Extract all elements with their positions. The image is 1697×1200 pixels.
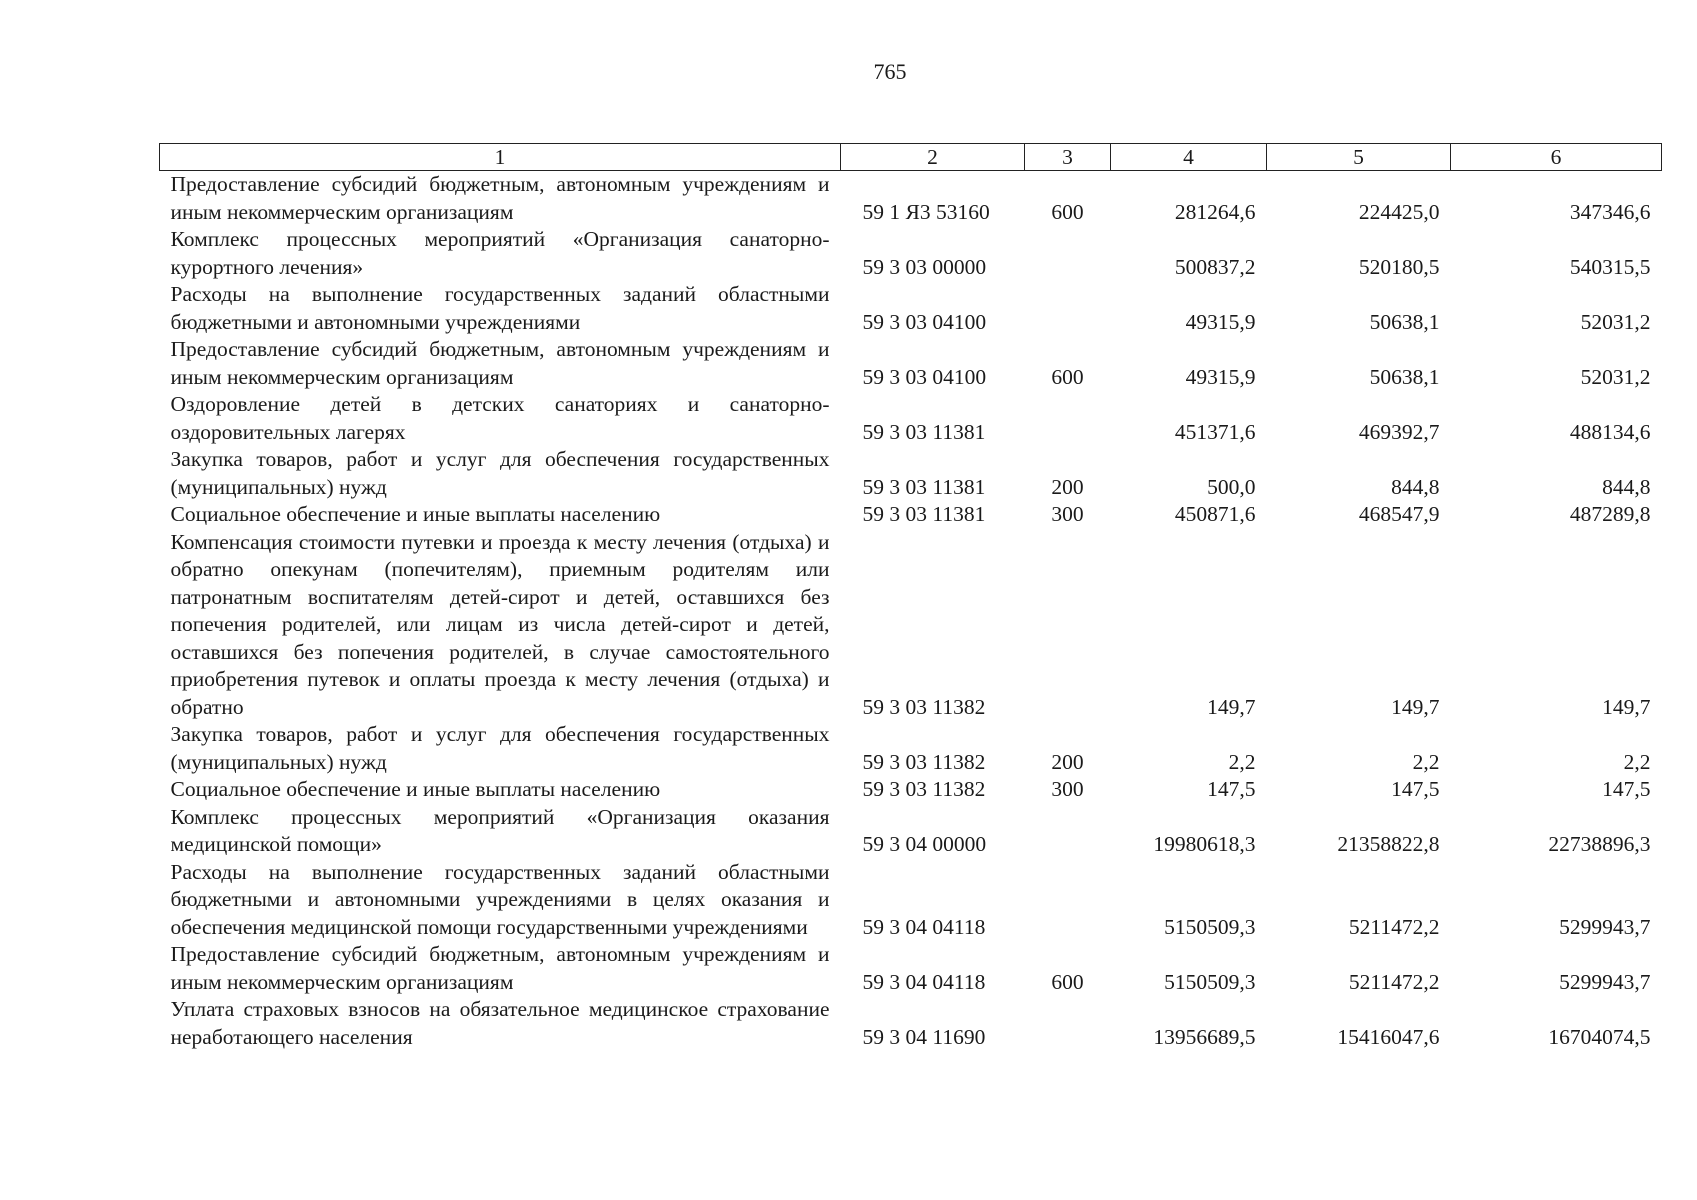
row-value-col4-cell: 2,2 xyxy=(1228,749,1256,774)
column-header-3: 3 xyxy=(1025,144,1111,171)
table-row xyxy=(160,336,1662,391)
row-expense-type-cell xyxy=(1025,281,1111,336)
row-expense-type-cell: 600 xyxy=(1051,199,1084,224)
row-value-col5-cell: 21358822,8 xyxy=(1337,832,1440,856)
row-code-cell: 59 3 03 11382 xyxy=(862,777,986,801)
table-row xyxy=(160,996,1662,1051)
row-expense-type-cell: 600 xyxy=(1051,969,1084,994)
table-row xyxy=(160,776,1662,804)
row-name-cell: Предоставление субсидий бюджетным, автономным учреждениям и иным некоммерческим организациям xyxy=(170,942,830,994)
row-name-cell: Предоставление субсидий бюджетным, автономным учреждениям и иным некоммерческим организациям xyxy=(170,172,830,224)
row-value-col5-cell: 50638,1 xyxy=(1369,364,1440,389)
row-value-col4-cell: 500,0 xyxy=(1207,474,1256,499)
row-value-col6-cell: 149,7 xyxy=(1602,694,1651,719)
row-value-col6-cell: 52031,2 xyxy=(1580,364,1651,389)
table-row xyxy=(160,391,1662,446)
row-name-cell: Оздоровление детей в детских санаториях и санаторно-оздоровительных лагерях xyxy=(170,392,830,444)
table-row xyxy=(160,721,1662,776)
column-header-5: 5 xyxy=(1267,144,1451,171)
table-row xyxy=(160,859,1662,942)
row-expense-type-cell xyxy=(1025,529,1111,722)
row-expense-type-cell: 600 xyxy=(1051,364,1084,389)
row-value-col6-cell: 5299943,7 xyxy=(1559,969,1651,994)
table-header xyxy=(160,144,1662,171)
row-value-col5-cell: 5211472,2 xyxy=(1348,914,1440,939)
table-row xyxy=(160,281,1662,336)
row-expense-type-cell xyxy=(1025,859,1111,942)
table-row xyxy=(160,804,1662,859)
row-value-col6-cell: 147,5 xyxy=(1602,777,1651,801)
row-value-col6-cell: 2,2 xyxy=(1623,749,1651,774)
row-name-cell: Комплекс процессных мероприятий «Организация оказания медицинской помощи» xyxy=(170,804,830,856)
table-row xyxy=(160,501,1662,529)
row-value-col4-cell: 5150509,3 xyxy=(1164,914,1256,939)
row-expense-type-cell xyxy=(1025,804,1111,859)
table-row xyxy=(160,226,1662,281)
row-value-col6-cell: 844,8 xyxy=(1602,474,1651,499)
row-name-cell: Компенсация стоимости путевки и проезда к месту лечения (отдыха) и обратно опекунам (попечителям), приемным родителям или патронатным воспитателям детей-сирот и детей, оставшихся без попечения родителей, или лицам из числа детей-сирот и детей, оставшихся без попечения родителей, в случае самостоятельного приобретения путевок и оплаты проезда к месту лечения (отдыха) и обратно xyxy=(170,529,830,719)
row-value-col5-cell: 520180,5 xyxy=(1358,254,1440,279)
row-expense-type-cell xyxy=(1025,226,1111,281)
row-value-col5-cell: 844,8 xyxy=(1391,474,1440,499)
row-name-cell: Комплекс процессных мероприятий «Организация санаторно-курортного лечения» xyxy=(170,227,830,279)
row-code-cell: 59 3 03 11381 xyxy=(862,502,986,526)
row-code-cell: 59 3 03 00000 xyxy=(862,254,987,279)
row-code-cell: 59 3 04 11690 xyxy=(862,1024,986,1049)
row-value-col4-cell: 5150509,3 xyxy=(1164,969,1256,994)
row-value-col5-cell: 147,5 xyxy=(1391,777,1440,801)
row-value-col5-cell: 15416047,6 xyxy=(1337,1024,1440,1049)
budget-table xyxy=(159,143,1662,1051)
row-value-col4-cell: 500837,2 xyxy=(1174,254,1256,279)
row-expense-type-cell xyxy=(1025,996,1111,1051)
row-code-cell: 59 3 03 11381 xyxy=(862,419,986,444)
header-row xyxy=(160,144,1662,171)
row-expense-type-cell xyxy=(1025,391,1111,446)
row-code-cell: 59 3 03 04100 xyxy=(862,364,987,389)
row-expense-type-cell: 300 xyxy=(1051,502,1084,526)
row-value-col4-cell: 19980618,3 xyxy=(1153,832,1256,856)
row-value-col6-cell: 52031,2 xyxy=(1580,309,1651,334)
row-value-col5-cell: 224425,0 xyxy=(1358,199,1440,224)
row-value-col4-cell: 13956689,5 xyxy=(1153,1024,1256,1049)
row-value-col6-cell: 5299943,7 xyxy=(1559,914,1651,939)
row-name-cell: Расходы на выполнение государственных заданий областными бюджетными и автономными учреждениями в целях оказания и обеспечения медицинской помощи государственными учреждениями xyxy=(170,859,830,939)
row-code-cell: 59 3 03 11382 xyxy=(862,694,986,719)
row-name-cell: Социальное обеспечение и иные выплаты населению xyxy=(170,777,661,801)
row-name-cell: Закупка товаров, работ и услуг для обеспечения государственных (муниципальных) нужд xyxy=(170,722,830,774)
table-row xyxy=(160,446,1662,501)
row-name-cell: Предоставление субсидий бюджетным, автономным учреждениям и иным некоммерческим организациям xyxy=(170,337,830,389)
row-name-cell: Социальное обеспечение и иные выплаты населению xyxy=(170,502,661,526)
row-expense-type-cell: 300 xyxy=(1051,777,1084,801)
row-code-cell: 59 3 03 04100 xyxy=(862,309,987,334)
column-header-4: 4 xyxy=(1111,144,1267,171)
row-name-cell: Расходы на выполнение государственных заданий областными бюджетными и автономными учреждениями xyxy=(170,282,830,334)
row-name-cell: Уплата страховых взносов на обязательное медицинское страхование неработающего населения xyxy=(170,997,830,1049)
row-value-col6-cell: 347346,6 xyxy=(1569,199,1651,224)
row-value-col5-cell: 5211472,2 xyxy=(1348,969,1440,994)
row-code-cell: 59 1 Я3 53160 xyxy=(862,199,990,224)
table-row xyxy=(160,529,1662,722)
column-header-2: 2 xyxy=(841,144,1025,171)
row-value-col6-cell: 540315,5 xyxy=(1569,254,1651,279)
row-expense-type-cell: 200 xyxy=(1051,474,1084,499)
row-value-col5-cell: 468547,9 xyxy=(1358,502,1440,526)
row-value-col4-cell: 49315,9 xyxy=(1185,309,1256,334)
table-row xyxy=(160,941,1662,996)
row-value-col4-cell: 49315,9 xyxy=(1185,364,1256,389)
row-value-col4-cell: 149,7 xyxy=(1207,694,1256,719)
row-code-cell: 59 3 04 04118 xyxy=(862,969,986,994)
row-code-cell: 59 3 04 00000 xyxy=(862,832,987,856)
row-value-col4-cell: 281264,6 xyxy=(1174,199,1256,224)
row-name-cell: Закупка товаров, работ и услуг для обеспечения государственных (муниципальных) нужд xyxy=(170,447,830,499)
row-value-col6-cell: 488134,6 xyxy=(1569,419,1651,444)
page-number: 765 xyxy=(873,59,907,84)
row-code-cell: 59 3 03 11382 xyxy=(862,749,986,774)
row-value-col6-cell: 22738896,3 xyxy=(1548,832,1651,856)
row-code-cell: 59 3 04 04118 xyxy=(862,914,986,939)
row-value-col4-cell: 451371,6 xyxy=(1174,419,1256,444)
row-value-col4-cell: 147,5 xyxy=(1207,777,1256,801)
row-code-cell: 59 3 03 11381 xyxy=(862,474,986,499)
row-value-col6-cell: 16704074,5 xyxy=(1548,1024,1651,1049)
row-value-col5-cell: 2,2 xyxy=(1412,749,1440,774)
table-row xyxy=(160,171,1662,227)
column-header-6: 6 xyxy=(1451,144,1662,171)
row-value-col5-cell: 50638,1 xyxy=(1369,309,1440,334)
row-value-col6-cell: 487289,8 xyxy=(1569,502,1651,526)
row-value-col5-cell: 469392,7 xyxy=(1358,419,1440,444)
row-value-col5-cell: 149,7 xyxy=(1391,694,1440,719)
row-value-col4-cell: 450871,6 xyxy=(1174,502,1256,526)
row-expense-type-cell: 200 xyxy=(1051,749,1084,774)
column-header-1: 1 xyxy=(160,144,841,171)
table-body xyxy=(160,171,1662,1052)
